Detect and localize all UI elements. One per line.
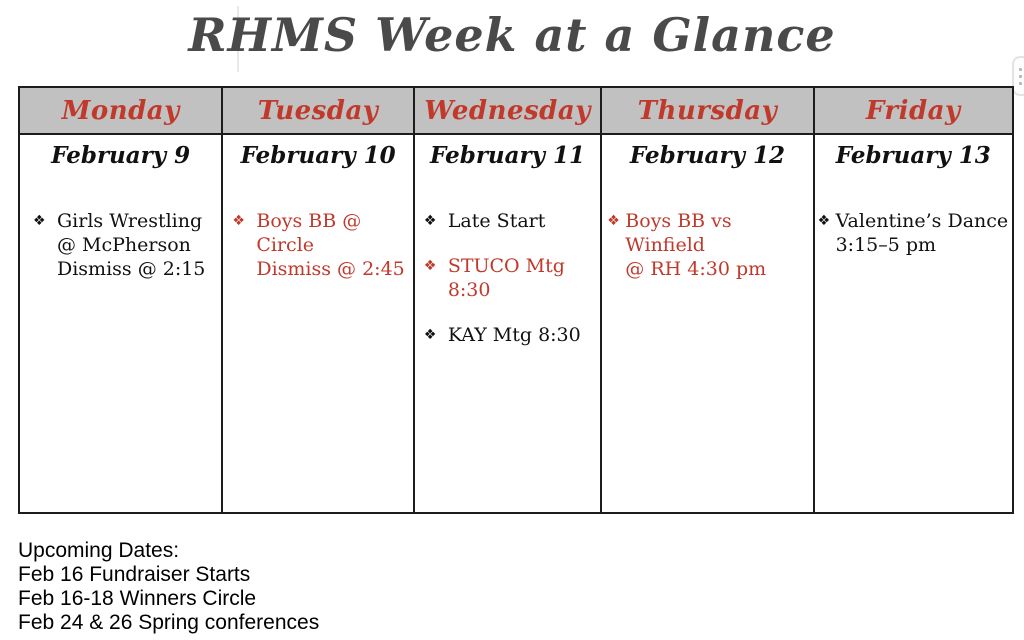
- day-column-friday: [815, 88, 1012, 512]
- day-header-wednesday: Wednesday: [415, 88, 600, 135]
- day-header-friday: Friday: [815, 88, 1012, 135]
- events-wednesday: [415, 209, 600, 368]
- event-text: Girls Wrestling @ McPherson Dismiss @ 2:15: [57, 210, 206, 280]
- upcoming-dates-heading: Upcoming Dates:: [18, 539, 180, 562]
- day-header-thursday: Thursday: [602, 88, 812, 135]
- events-tuesday: [223, 209, 412, 302]
- day-column-monday: [20, 88, 223, 512]
- day-header-tuesday: Tuesday: [223, 88, 412, 135]
- diamond-bullet-icon: ❖: [33, 213, 46, 229]
- day-column-tuesday: [223, 88, 414, 512]
- week-at-a-glance-table: [18, 86, 1014, 514]
- event-text: Late Start: [447, 210, 546, 232]
- upcoming-date-line: Feb 16 Fundraiser Starts: [18, 563, 251, 586]
- diamond-bullet-icon: ❖: [423, 258, 437, 274]
- event-item: [607, 209, 809, 281]
- date-thursday: February 12: [629, 142, 785, 169]
- events-monday: [20, 209, 221, 302]
- date-friday: February 13: [835, 142, 991, 169]
- event-text: Valentine’s Dance 3:15–5 pm: [835, 210, 1009, 256]
- date-monday: February 9: [51, 142, 191, 169]
- date-wednesday: February 11: [430, 142, 586, 169]
- event-item: [232, 209, 409, 281]
- diamond-bullet-icon: ❖: [423, 213, 437, 229]
- drag-dots-icon: [1019, 68, 1024, 85]
- diamond-bullet-icon: ❖: [607, 213, 620, 229]
- upcoming-dates-section: [18, 539, 319, 635]
- event-item: [424, 254, 597, 302]
- event-item: [424, 323, 597, 347]
- day-column-thursday: [602, 88, 814, 512]
- event-text: STUCO Mtg 8:30: [447, 255, 565, 301]
- events-thursday: [602, 209, 812, 302]
- event-item: [424, 209, 597, 233]
- upcoming-date-line: Feb 24 & 26 Spring conferences: [18, 611, 320, 634]
- event-item: [33, 209, 218, 281]
- event-text: KAY Mtg 8:30: [447, 324, 581, 346]
- events-friday: [815, 209, 1012, 278]
- day-header-monday: Monday: [20, 88, 221, 135]
- diamond-bullet-icon: ❖: [423, 327, 437, 343]
- event-item: [818, 209, 1009, 257]
- day-column-wednesday: [415, 88, 602, 512]
- diamond-bullet-icon: ❖: [817, 213, 831, 229]
- page-title: RHMS Week at a Glance: [188, 8, 836, 62]
- diamond-bullet-icon: ❖: [232, 213, 245, 229]
- upcoming-date-line: Feb 16-18 Winners Circle: [18, 587, 257, 610]
- event-text: Boys BB vs Winfield @ RH 4:30 pm: [625, 210, 767, 280]
- event-text: Boys BB @ Circle Dismiss @ 2:45: [256, 210, 405, 280]
- date-tuesday: February 10: [240, 142, 396, 169]
